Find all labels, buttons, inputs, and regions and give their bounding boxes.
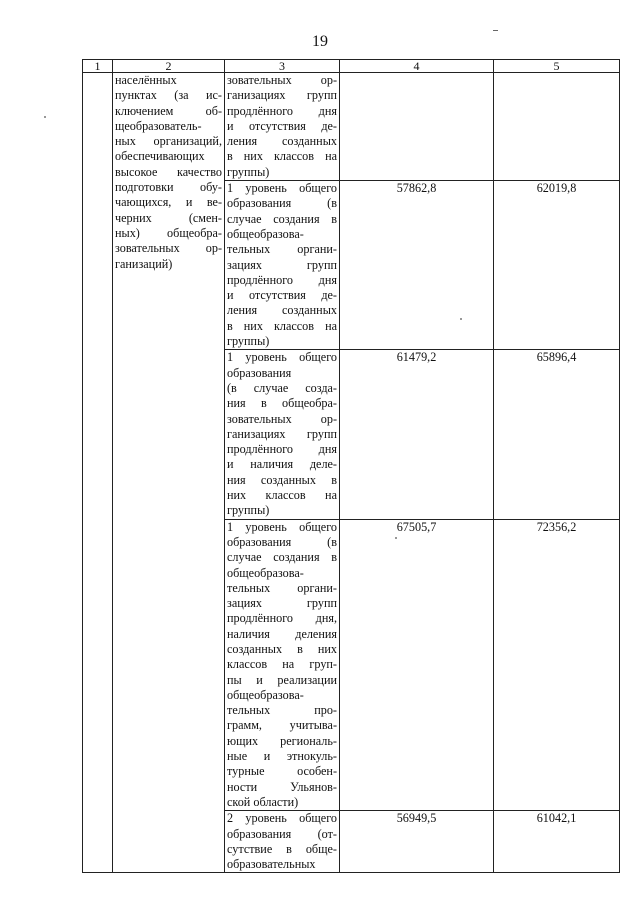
cell-col-4: 56949,5 [340, 811, 494, 873]
header-col-3: 3 [225, 60, 340, 73]
text-line: 1 уровень общего [227, 519, 337, 534]
text-line: ключением об- [115, 103, 222, 118]
table-header-row [83, 60, 620, 73]
text-line: случае создания в [227, 550, 337, 565]
text-line: ных) общеобра- [115, 225, 222, 240]
text-line: в них классов на [227, 318, 337, 333]
text-line: классов на груп- [227, 657, 337, 672]
text-line: зовательных ор- [227, 411, 337, 426]
text-line: продлённого дня [227, 103, 337, 118]
text-line: них классов на [227, 488, 337, 503]
text-line: ганизациях групп [227, 88, 337, 103]
cell-col-1 [83, 73, 113, 873]
text-line: 1 уровень общего [227, 350, 337, 365]
cell-col-3 [225, 811, 340, 873]
cell-col-2-description [113, 73, 225, 873]
header-col-4: 4 [340, 60, 494, 73]
text-line: ющих региональ- [227, 733, 337, 748]
text-line: случае создания в [227, 211, 337, 226]
text-line: образования (от- [227, 826, 337, 841]
text-line: группы) [227, 334, 270, 349]
text-line: наличия деления [227, 626, 337, 641]
text-line: зовательных ор- [115, 241, 222, 256]
text-line: зовательных ор- [227, 73, 337, 87]
text-line: общеобразова- [227, 687, 304, 702]
text-line: ской области) [227, 794, 299, 809]
table-row [83, 73, 620, 181]
text-line: сутствие в обще- [227, 841, 337, 856]
text-line: продлённого дня, [227, 611, 337, 626]
col3-lines [227, 811, 337, 872]
scan-mark [493, 30, 498, 31]
text-line: ганизациях групп [227, 426, 337, 441]
text-line: чающихся, и ве- [115, 195, 222, 210]
cell-col-4: 67505,7 [340, 519, 494, 811]
cell-col-5 [494, 73, 620, 181]
text-line: общеобразова- [227, 565, 304, 580]
text-line: в них классов на [227, 149, 337, 164]
text-line: ния созданных в [227, 472, 337, 487]
text-line: ния в общеобра- [227, 396, 337, 411]
text-line: продлённого дня [227, 442, 337, 457]
text-line: 1 уровень общего [227, 181, 337, 196]
text-line: пы и реализации [227, 672, 337, 687]
text-line: и отсутствия де- [227, 288, 337, 303]
text-line: и отсутствия де- [227, 118, 337, 133]
col3-lines [227, 73, 337, 180]
cell-col-3 [225, 350, 340, 519]
text-line: тельных про- [227, 703, 337, 718]
text-line: подготовки обу- [115, 180, 222, 195]
text-line: образования [227, 365, 292, 380]
text-line: группы) [227, 503, 270, 518]
text-line: ления созданных [227, 303, 337, 318]
text-line: высокое качество [115, 164, 222, 179]
text-line: образования (в [227, 196, 337, 211]
text-line: общеобразова- [227, 226, 304, 241]
text-line: образования (в [227, 534, 337, 549]
cell-col-3 [225, 181, 340, 350]
text-line: пунктах (за ис- [115, 88, 222, 103]
text-line: зациях групп [227, 596, 337, 611]
cell-col-3 [225, 519, 340, 811]
text-line: и наличия деле- [227, 457, 337, 472]
page-number: 19 [312, 33, 328, 50]
text-line: (в случае созда- [227, 380, 337, 395]
text-line: ганизаций) [115, 256, 173, 271]
col3-lines [227, 181, 337, 349]
text-line: населённых [115, 73, 177, 87]
col3-lines [227, 350, 337, 518]
cell-col-5: 65896,4 [494, 350, 620, 519]
col3-lines [227, 520, 337, 811]
text-line: созданных в них [227, 641, 337, 656]
text-line: обеспечивающих [115, 149, 205, 164]
text-line: ные и этнокуль- [227, 749, 337, 764]
text-line: группы) [227, 164, 270, 179]
header-col-5: 5 [494, 60, 620, 73]
cell-col-4 [340, 73, 494, 181]
cell-col-5: 61042,1 [494, 811, 620, 873]
cell-col-5: 72356,2 [494, 519, 620, 811]
text-line: ления созданных [227, 134, 337, 149]
text-line: щеобразователь- [115, 118, 202, 133]
text-line: грамм, учитыва- [227, 718, 337, 733]
cell-col-4: 61479,2 [340, 350, 494, 519]
text-line: продлённого дня [227, 272, 337, 287]
text-line: черних (смен- [115, 210, 222, 225]
text-line: ных организаций, [115, 134, 222, 149]
text-line: тельных органи- [227, 242, 337, 257]
cell-col-5: 62019,8 [494, 181, 620, 350]
header-col-2: 2 [113, 60, 225, 73]
text-line: зациях групп [227, 257, 337, 272]
text-line: турные особен- [227, 764, 337, 779]
cell-col-4: 57862,8 [340, 181, 494, 350]
header-col-1: 1 [83, 60, 113, 73]
scan-speck [44, 116, 46, 118]
col2-lines [115, 73, 222, 272]
text-line: тельных органи- [227, 580, 337, 595]
text-line: 2 уровень общего [227, 811, 337, 826]
text-line: ности Ульянов- [227, 779, 337, 794]
text-line: образовательных [227, 857, 316, 872]
tariff-table [82, 59, 620, 873]
cell-col-3 [225, 73, 340, 181]
